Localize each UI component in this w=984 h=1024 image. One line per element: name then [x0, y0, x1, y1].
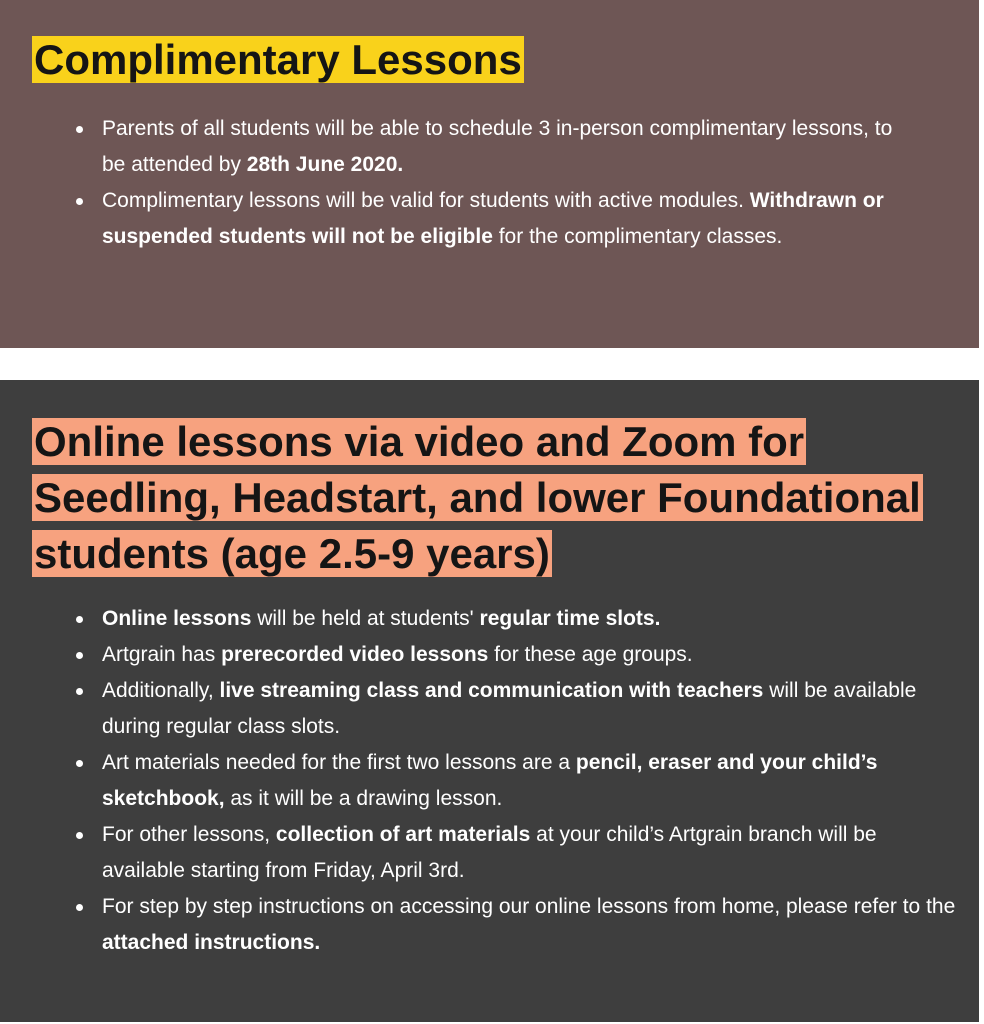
item-text: Parents of all students will be able to schedule 3 in-person complimentary lessons, to be attended by — [102, 117, 893, 176]
list-item — [102, 673, 962, 745]
online-lessons-list — [60, 601, 962, 961]
item-text: will be held at students' — [251, 607, 480, 630]
item-text: Art materials needed for the first two lessons are a — [102, 751, 576, 774]
list-item — [102, 111, 912, 183]
list-item — [102, 637, 962, 673]
item-text: For step by step instructions on accessing our online lessons from home, please refer to the — [102, 895, 956, 918]
list-item — [102, 889, 962, 961]
item-text: as it will be a drawing lesson. — [224, 787, 503, 810]
item-text: Additionally, — [102, 679, 220, 702]
item-text: will be available during regular class slots. — [102, 679, 917, 738]
item-text: Complimentary lessons will be valid for students with active modules. — [102, 189, 750, 212]
item-text: for these age groups. — [488, 643, 693, 666]
item-bold-text: prerecorded video lessons — [221, 643, 489, 666]
item-text: Artgrain has — [102, 643, 222, 666]
item-bold-text: live streaming class and communication with teachers — [219, 679, 764, 702]
item-bold-text: collection of art materials — [275, 823, 531, 846]
complimentary-lessons-list — [60, 111, 912, 255]
item-bold-text: regular time slots. — [479, 607, 661, 630]
item-bold-text: attached instructions. — [102, 931, 321, 954]
complimentary-lessons-title: Complimentary Lessons — [34, 36, 522, 83]
complimentary-lessons-heading — [32, 32, 524, 88]
complimentary-lessons-panel — [0, 0, 979, 348]
list-item — [102, 601, 962, 637]
item-text: for the complimentary classes. — [492, 225, 783, 248]
item-text: at your child’s Artgrain branch will be available starting from Friday, April 3rd. — [102, 823, 877, 882]
item-bold-text: Withdrawn or suspended students will not be eligible — [102, 189, 884, 248]
item-text: For other lessons, — [102, 823, 276, 846]
item-bold-text: 28th June 2020. — [246, 153, 404, 176]
list-item — [102, 745, 962, 817]
item-bold-text: Online lessons — [102, 607, 252, 630]
item-bold-text: pencil, eraser and your child’s sketchbook, — [102, 751, 878, 810]
online-lessons-title: Online lessons via video and Zoom for Seedling, Headstart, and lower Foundational students (age 2.5-9 years) — [34, 418, 921, 577]
list-item — [102, 183, 912, 255]
online-lessons-heading — [32, 414, 952, 582]
list-item — [102, 817, 962, 889]
